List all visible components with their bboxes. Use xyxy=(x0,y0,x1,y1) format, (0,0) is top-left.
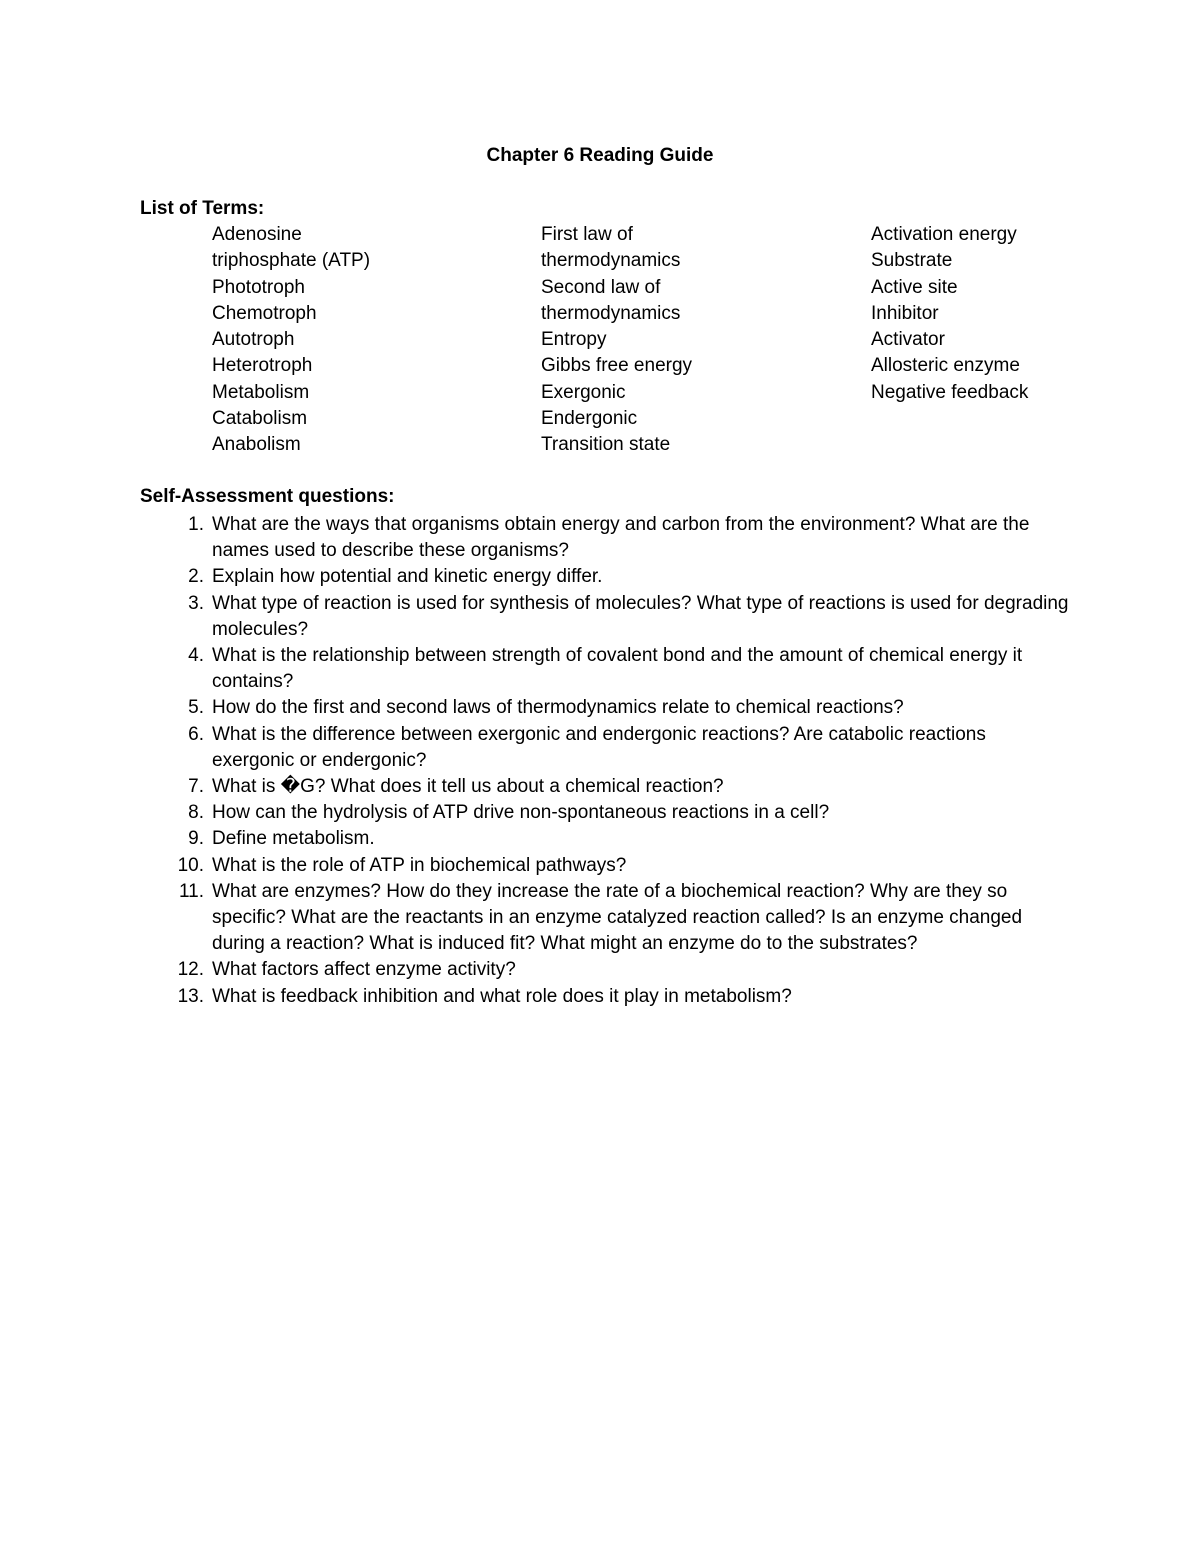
question-number: 8. xyxy=(188,802,204,824)
question-item xyxy=(177,957,1072,983)
term-item: Adenosine xyxy=(212,224,302,245)
term-item: thermodynamics xyxy=(541,250,681,272)
page-title: Chapter 6 Reading Guide xyxy=(486,145,714,166)
question-text: What are enzymes? How do they increase the rate of a biochemical reaction? Why are they so specific? What are the reactants in an enzyme catalyzed reaction called? Is an enzyme changed during a reaction? What is induced fit? What might an enzyme do to the substrates? xyxy=(212,880,1023,955)
question-text: What is feedback inhibition and what role does it play in metabolism? xyxy=(212,985,792,1007)
question-text: What type of reaction is used for synthesis of molecules? What type of reactions is used for degrading molecules? xyxy=(212,592,1069,640)
questions-list xyxy=(177,512,1072,1010)
question-number: 5. xyxy=(188,697,204,719)
term-item: Entropy xyxy=(541,329,607,351)
term-item: Activator xyxy=(871,329,945,351)
term-item: Chemotroph xyxy=(212,302,317,324)
term-item: Metabolism xyxy=(212,381,310,403)
term-item: Allosteric enzyme xyxy=(871,355,1020,377)
term-item: triphosphate (ATP) xyxy=(212,250,371,272)
question-item xyxy=(188,774,1072,800)
terms-heading: List of Terms: xyxy=(140,198,265,219)
term-item: First law of xyxy=(541,224,633,245)
term-item: Second law of xyxy=(541,276,661,298)
question-item xyxy=(188,512,1072,564)
term-item: Exergonic xyxy=(541,381,626,403)
term-item: Inhibitor xyxy=(871,302,939,324)
terms-column-3 xyxy=(871,222,1028,406)
question-item xyxy=(188,800,1072,826)
term-item: Active site xyxy=(871,276,958,298)
question-number: 13. xyxy=(177,985,204,1007)
question-item xyxy=(188,695,1072,721)
question-text: What is the relationship between strength of covalent bond and the amount of chemical energy it contains? xyxy=(212,645,1023,693)
terms-column-2 xyxy=(541,222,692,459)
question-text: How do the first and second laws of thermodynamics relate to chemical reactions? xyxy=(212,697,904,719)
question-item xyxy=(188,643,1072,695)
question-number: 1. xyxy=(188,514,204,535)
question-item xyxy=(188,591,1072,643)
question-item xyxy=(188,722,1072,774)
question-text: How can the hydrolysis of ATP drive non-spontaneous reactions in a cell? xyxy=(212,802,830,824)
term-item: Gibbs free energy xyxy=(541,355,693,377)
question-text: Define metabolism. xyxy=(212,828,375,850)
term-item: thermodynamics xyxy=(541,302,681,324)
question-text: What are the ways that organisms obtain energy and carbon from the environment? What are the names used to describe these organisms? xyxy=(212,514,1030,562)
term-item: Anabolism xyxy=(212,434,301,456)
term-item: Negative feedback xyxy=(871,381,1029,403)
term-item: Catabolism xyxy=(212,408,308,430)
question-item xyxy=(178,879,1072,958)
question-item xyxy=(177,984,1072,1010)
term-item: Transition state xyxy=(541,434,671,456)
question-number: 10. xyxy=(177,854,204,876)
question-item xyxy=(177,853,1072,879)
question-number: 12. xyxy=(177,959,204,981)
question-number: 6. xyxy=(188,723,204,745)
term-item: Phototroph xyxy=(212,276,305,298)
term-item: Activation energy xyxy=(871,224,1017,245)
question-item xyxy=(188,826,1072,852)
terms-column-1 xyxy=(212,222,370,459)
question-number: 7. xyxy=(188,776,204,798)
term-item: Autotroph xyxy=(212,329,295,351)
question-item xyxy=(188,564,1072,590)
term-item: Heterotroph xyxy=(212,355,313,377)
question-text: What is the difference between exergonic and endergonic reactions? Are catabolic reactions exergonic or endergonic? xyxy=(212,723,986,771)
question-text: What factors affect enzyme activity? xyxy=(212,959,516,981)
question-number: 4. xyxy=(188,645,204,667)
question-text: What is the role of ATP in biochemical pathways? xyxy=(212,854,627,876)
term-item: Substrate xyxy=(871,250,953,272)
term-item: Endergonic xyxy=(541,408,638,430)
question-number: 11. xyxy=(178,880,204,902)
question-text: Explain how potential and kinetic energy differ. xyxy=(212,566,603,588)
question-text: What is �G? What does it tell us about a chemical reaction? xyxy=(212,776,724,798)
question-number: 3. xyxy=(188,592,204,614)
question-number: 9. xyxy=(188,828,204,850)
self-assessment-heading: Self-Assessment questions: xyxy=(140,486,395,507)
question-number: 2. xyxy=(188,566,204,588)
